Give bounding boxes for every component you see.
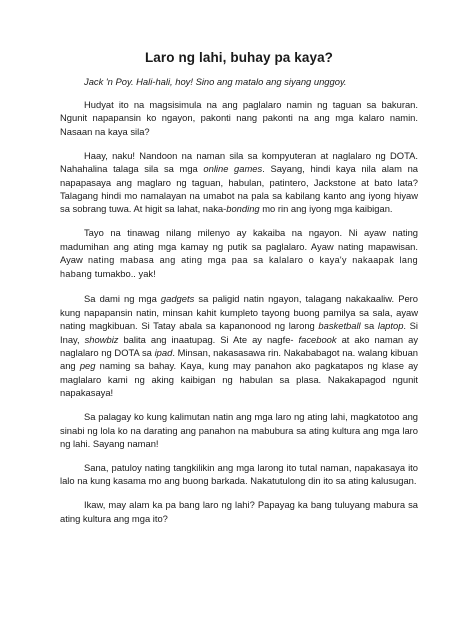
paragraph-emphasis: ipad (154, 347, 173, 358)
paragraph-text: . Si Inay, (60, 320, 419, 345)
paragraph-emphasis: laptop (377, 320, 404, 332)
epigraph-emphasis: hali (155, 76, 171, 87)
paragraph-6: Sana, patuloy nating tangkilikin ang mga larong ito tutal naman, napakasaya ito lalo na kung kasama mo ang buong barkada. Nakatutulong din ito sa ating kalusugan. (60, 461, 418, 487)
paragraph-2 (60, 149, 418, 216)
epigraph (60, 75, 418, 88)
paragraph-text: tumakbo.. yak! (92, 268, 156, 280)
document-page (60, 50, 418, 535)
paragraph-text: balita ang inaatupag. Si Ate ay nagfe- (118, 333, 299, 345)
epigraph-text: Jack 'n Poy. Hali- (84, 76, 156, 87)
paragraph-text: naming sa bahay. Kaya, kung may panahon ako pagkatapos ng klase ay maglalaro kami ng aking kaibigan ng habulan sa plasa. Nakakapagod ngunit napakasaya! (60, 360, 418, 399)
paragraph-emphasis: showbiz (84, 333, 119, 345)
paragraph-7: Ikaw, may alam ka pa bang laro ng lahi? Papayag ka bang tuluyang mabura sa ating kultura ang mga ito? (60, 499, 418, 524)
paragraph-text: . Minsan, nakasasawa rin. Nakababagot na. walang kibuan ang (60, 347, 418, 372)
paragraph-1: Hudyat ito na magsisimula na ang paglalaro namin ng taguan sa bakuran. Ngunit napapansin ko ngayon, pakonti nang pakonti na ang mga kalaro namin. Nasaan na kaya sila? (60, 99, 418, 137)
paragraph-emphasis: bonding (226, 203, 260, 215)
paragraph-text: at ako naman ay naglalaro ng DOTA sa (60, 333, 419, 358)
paragraph-text: Tayo na tinawag nilang milenyo ay kakaiba na ngayon. Ni ayaw nating madumihan ang ating mga kamay ng putik sa paglalaro. Ayaw nating mapawisan. Ayaw (60, 227, 418, 266)
paragraph-text: mo rin ang iyong mga kaibigan. (259, 203, 393, 215)
paragraph-text: Sa dami ng mga (84, 293, 161, 305)
paragraph-emphasis: gadgets (160, 293, 195, 305)
paragraph-3 (60, 226, 418, 282)
paragraph-emphasis: online games (203, 163, 263, 175)
paragraph-text: . Sayang, hindi kaya nila alam na napapasaya ang maglaro ng taguan, habulan, patintero, Jackstone at bato lata? Talagang hindi mo namalayan na umabot na pala sa kabilang kanto ang iyong hiyaw sa sobrang tuwa. At higit sa lahat, naka- (60, 163, 418, 215)
paragraph-text-spaced: nating mabasa ang ating mga paa sa kalalaro o kaya'y nakaapak lang habang (60, 255, 418, 280)
paragraph-text: sa (360, 320, 378, 332)
paragraph-emphasis: peg (79, 360, 96, 372)
paragraph-5: Sa palagay ko kung kalimutan natin ang mga laro ng ating lahi, magkatotoo ang sinabi ng lola ko na darating ang panahon na mabubura sa ating kultura ang mga laro ng lahi. Sayang naman! (60, 411, 418, 449)
epigraph-text: , hoy! Sino ang matalo ang siyang unggoy. (170, 76, 347, 87)
document-title: Laro ng lahi, buhay pa kaya? (144, 50, 334, 65)
paragraph-emphasis: facebook (298, 333, 337, 345)
paragraph-emphasis: basketball (318, 320, 361, 332)
paragraph-4 (60, 292, 418, 399)
paragraph-text: Haay, naku! Nandoon na naman sila sa kompyuteran at naglalaro ng DOTA. Nahahalina talaga sila sa mga (60, 149, 418, 175)
paragraph-text: sa paligid natin ngayon, talagang nakakaaliw. Pero kung napapansin natin, minsan kahit kumpleto tayong buong pamilya sa sala, ayaw nating magkibuan. Si Tatay abala sa kapanonood ng larong (60, 293, 419, 332)
